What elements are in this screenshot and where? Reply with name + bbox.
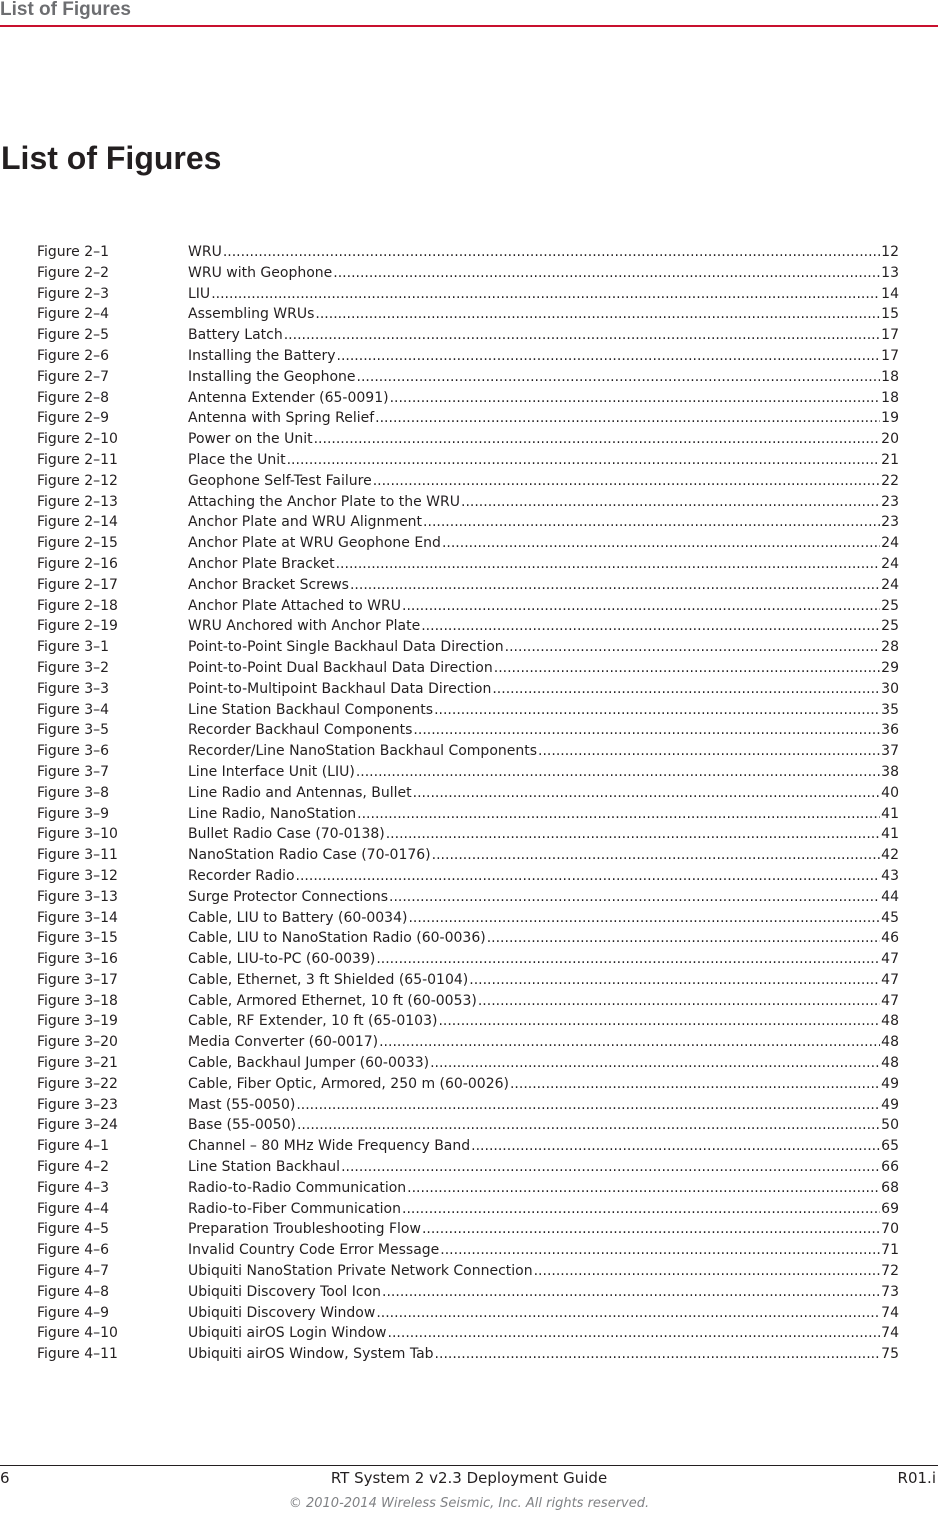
dot-leader [341, 1157, 880, 1178]
figure-title: NanoStation Radio Case (70-0176) [188, 847, 431, 864]
figure-title: Place the Unit [188, 451, 286, 468]
figure-title: Radio-to-Radio Communication [188, 1179, 407, 1196]
dot-leader [223, 242, 880, 263]
figure-number: Figure 2–12 [37, 472, 118, 489]
page-reference: 49 [881, 1075, 899, 1092]
toc-entry[interactable] [37, 970, 899, 991]
toc-entry[interactable] [37, 679, 899, 700]
toc-entry[interactable] [37, 887, 899, 908]
toc-entry[interactable] [37, 949, 899, 970]
toc-entry[interactable] [37, 533, 899, 554]
toc-entry[interactable] [37, 1032, 899, 1053]
toc-entry[interactable] [37, 1240, 899, 1261]
page-reference: 74 [881, 1304, 899, 1321]
dot-leader [375, 408, 880, 429]
toc-entry[interactable] [37, 1282, 899, 1303]
figure-number: Figure 2–19 [37, 618, 118, 635]
figure-number: Figure 4–11 [37, 1346, 118, 1363]
figure-number: Figure 3–13 [37, 888, 118, 905]
page-reference: 75 [881, 1346, 899, 1363]
dot-leader [402, 596, 880, 617]
dot-leader [461, 492, 880, 513]
toc-entry[interactable] [37, 991, 899, 1012]
dot-leader [357, 804, 880, 825]
page-reference: 14 [881, 285, 899, 302]
figure-title: Radio-to-Fiber Communication [188, 1200, 401, 1217]
figure-number: Figure 2–7 [37, 368, 110, 385]
page-reference: 68 [881, 1179, 899, 1196]
toc-entry[interactable] [37, 1095, 899, 1116]
figure-title: WRU Anchored with Anchor Plate [188, 618, 421, 635]
figure-number: Figure 3–17 [37, 971, 118, 988]
dot-leader [350, 575, 880, 596]
figure-number: Figure 3–5 [37, 722, 110, 739]
page-reference: 15 [881, 306, 899, 323]
figure-title: Power on the Unit [188, 431, 313, 448]
page-reference: 29 [881, 659, 899, 676]
dot-leader [297, 1115, 880, 1136]
figure-number: Figure 3–12 [37, 867, 118, 884]
page-reference: 46 [881, 930, 899, 947]
figure-number: Figure 4–5 [37, 1221, 110, 1238]
figure-number: Figure 3–10 [37, 826, 118, 843]
page-reference: 41 [881, 826, 899, 843]
figure-number: Figure 3–23 [37, 1096, 118, 1113]
page-reference: 19 [881, 410, 899, 427]
figure-title: Installing the Geophone [188, 368, 356, 385]
toc-entry[interactable] [37, 1157, 899, 1178]
figure-number: Figure 2–13 [37, 493, 118, 510]
page-reference: 24 [881, 535, 899, 552]
figure-number: Figure 4–9 [37, 1304, 110, 1321]
page-reference: 20 [881, 431, 899, 448]
page-reference: 17 [881, 327, 899, 344]
toc-entry[interactable] [37, 1261, 899, 1282]
dot-leader [356, 762, 880, 783]
figure-title: LIU [188, 285, 211, 302]
figure-number: Figure 3–4 [37, 701, 110, 718]
page-reference: 35 [881, 701, 899, 718]
toc-entry[interactable] [37, 263, 899, 284]
figure-title: Point-to-Point Single Backhaul Data Direction [188, 639, 504, 656]
toc-entry[interactable] [37, 783, 899, 804]
dot-leader [421, 616, 880, 637]
figure-title: WRU [188, 244, 222, 260]
figure-title: Recorder Backhaul Components [188, 722, 413, 739]
figure-number: Figure 2–8 [37, 389, 110, 406]
toc-entry[interactable] [37, 429, 899, 450]
dot-leader [423, 512, 880, 533]
figure-title: Cable, Backhaul Jumper (60-0033) [188, 1055, 430, 1072]
figure-title: Mast (55-0050) [188, 1096, 296, 1113]
toc-entry[interactable] [37, 1344, 899, 1365]
figure-number: Figure 2–18 [37, 597, 118, 614]
toc-entry[interactable] [37, 1178, 899, 1199]
figure-title: Cable, LIU to Battery (60-0034) [188, 909, 408, 926]
dot-leader [442, 533, 880, 554]
figure-number: Figure 2–11 [37, 451, 118, 468]
figure-number: Figure 3–24 [37, 1117, 118, 1134]
dot-leader [284, 325, 880, 346]
dot-leader [408, 908, 880, 929]
dot-leader [492, 679, 880, 700]
figure-title: Anchor Bracket Screws [188, 576, 349, 593]
figure-title: Preparation Troubleshooting Flow [188, 1221, 421, 1238]
dot-leader [376, 1303, 880, 1324]
page-reference: 50 [881, 1117, 899, 1134]
toc-entry[interactable] [37, 1074, 899, 1095]
page-reference: 41 [881, 805, 899, 822]
toc-entry[interactable] [37, 575, 899, 596]
dot-leader [336, 554, 880, 575]
figure-number: Figure 3–14 [37, 909, 118, 926]
dot-leader [430, 1053, 880, 1074]
page-reference: 36 [881, 722, 899, 739]
page-reference: 18 [881, 389, 899, 406]
figure-title: Line Station Backhaul [188, 1159, 341, 1176]
dot-leader [287, 450, 880, 471]
page-reference: 28 [881, 639, 899, 656]
toc-entry[interactable] [37, 1199, 899, 1220]
figure-title: Antenna with Spring Relief [188, 410, 375, 427]
page-reference: 23 [881, 493, 899, 510]
page-reference: 48 [881, 1055, 899, 1072]
toc-entry[interactable] [37, 866, 899, 887]
figure-title: Media Converter (60-0017) [188, 1034, 379, 1051]
toc-entry[interactable] [37, 804, 899, 825]
figure-number: Figure 3–11 [37, 847, 118, 864]
dot-leader [379, 1032, 880, 1053]
dot-leader [432, 845, 880, 866]
figure-title: Recorder/Line NanoStation Backhaul Components [188, 743, 538, 760]
figure-number: Figure 3–16 [37, 951, 118, 968]
figure-title: Recorder Radio [188, 867, 295, 884]
figure-number: Figure 3–9 [37, 805, 110, 822]
page-reference: 25 [881, 618, 899, 635]
copyright: © 2010-2014 Wireless Seismic, Inc. All rights reserved. [288, 1496, 650, 1511]
figure-number: Figure 2–15 [37, 535, 118, 552]
toc-entry[interactable] [37, 824, 899, 845]
figure-title: WRU with Geophone [188, 264, 333, 281]
dot-leader [438, 1011, 880, 1032]
page-reference: 40 [881, 784, 899, 801]
figure-number: Figure 3–21 [37, 1055, 118, 1072]
page-reference: 38 [881, 763, 899, 780]
figure-number: Figure 3–22 [37, 1075, 118, 1092]
figure-title: Antenna Extender (65-0091) [188, 389, 389, 406]
figure-title: Assembling WRUs [188, 306, 315, 323]
toc-entry[interactable] [37, 388, 899, 409]
page-number: 6 [0, 1469, 10, 1487]
toc-entry[interactable] [37, 908, 899, 929]
figure-title: Invalid Country Code Error Message [188, 1242, 440, 1259]
figure-number: Figure 3–8 [37, 784, 110, 801]
page-reference: 47 [881, 951, 899, 968]
figure-number: Figure 3–7 [37, 763, 110, 780]
figure-title: Line Station Backhaul Components [188, 701, 434, 718]
figure-number: Figure 3–1 [37, 639, 110, 656]
page-reference: 17 [881, 347, 899, 364]
page-reference: 70 [881, 1221, 899, 1238]
figure-number: Figure 3–15 [37, 930, 118, 947]
figure-title: Base (55-0050) [188, 1117, 296, 1134]
dot-leader [538, 741, 880, 762]
figure-number: Figure 3–20 [37, 1034, 118, 1051]
page-reference: 23 [881, 514, 899, 531]
figure-number: Figure 4–8 [37, 1283, 110, 1300]
dot-leader [494, 658, 880, 679]
page-reference: 48 [881, 1034, 899, 1051]
toc-entry[interactable] [37, 637, 899, 658]
figure-title: Ubiquiti airOS Login Window [188, 1325, 387, 1342]
dot-leader [357, 367, 880, 388]
figure-title: Cable, Fiber Optic, Armored, 250 m (60-0026) [188, 1075, 509, 1092]
figure-number: Figure 2–14 [37, 514, 118, 531]
figure-title: Anchor Plate Bracket [188, 555, 335, 572]
dot-leader [422, 1219, 880, 1240]
dot-leader [505, 637, 880, 658]
toc-entry[interactable] [37, 325, 899, 346]
figure-title: Line Radio, NanoStation [188, 805, 357, 822]
figure-title: Ubiquiti Discovery Tool Icon [188, 1283, 382, 1300]
figure-title: Ubiquiti airOS Window, System Tab [188, 1346, 434, 1363]
toc-entry[interactable] [37, 616, 899, 637]
toc-entry[interactable] [37, 596, 899, 617]
figure-number: Figure 2–16 [37, 555, 118, 572]
figure-number: Figure 2–9 [37, 410, 110, 427]
toc-entry[interactable] [37, 492, 899, 513]
figure-title: Anchor Plate and WRU Alignment [188, 514, 423, 531]
header-rule [0, 25, 938, 27]
figure-number: Figure 2–4 [37, 306, 110, 323]
revision: R01.i [897, 1469, 936, 1487]
dot-leader [337, 346, 881, 367]
toc-entry[interactable] [37, 450, 899, 471]
page-reference: 47 [881, 971, 899, 988]
dot-leader [471, 1136, 880, 1157]
toc-entry[interactable] [37, 1136, 899, 1157]
figure-title: Bullet Radio Case (70-0138) [188, 826, 385, 843]
page-reference: 69 [881, 1200, 899, 1217]
page-reference: 24 [881, 576, 899, 593]
toc-entry[interactable] [37, 1323, 899, 1344]
footer [0, 1467, 938, 1489]
toc-entry[interactable] [37, 928, 899, 949]
figure-number: Figure 4–4 [37, 1200, 110, 1217]
toc-entry[interactable] [37, 1011, 899, 1032]
dot-leader [296, 1095, 880, 1116]
toc-entry[interactable] [37, 1219, 899, 1240]
page-reference: 66 [881, 1159, 899, 1176]
dot-leader [382, 1282, 880, 1303]
figure-number: Figure 3–18 [37, 992, 118, 1009]
toc-entry[interactable] [37, 408, 899, 429]
toc-entry[interactable] [37, 845, 899, 866]
toc-entry[interactable] [37, 1053, 899, 1074]
toc-entry[interactable] [37, 1115, 899, 1136]
figure-title: Cable, Ethernet, 3 ft Shielded (65-0104) [188, 971, 469, 988]
figure-number: Figure 2–3 [37, 285, 110, 302]
dot-leader [434, 700, 880, 721]
figure-number: Figure 4–6 [37, 1242, 110, 1259]
toc-entry[interactable] [37, 242, 899, 263]
dot-leader [435, 1344, 880, 1365]
figure-title: Anchor Plate Attached to WRU [188, 597, 401, 614]
page-reference: 30 [881, 680, 899, 697]
figure-title: Line Radio and Antennas, Bullet [188, 784, 412, 801]
dot-leader [333, 263, 880, 284]
page-reference: 73 [881, 1283, 899, 1300]
footer-rule [0, 1465, 938, 1466]
page-reference: 37 [881, 743, 899, 760]
page-reference: 74 [881, 1325, 899, 1342]
figure-title: Attaching the Anchor Plate to the WRU [188, 493, 460, 510]
page-reference: 13 [881, 264, 899, 281]
toc-entry[interactable] [37, 700, 899, 721]
running-header: List of Figures [0, 0, 131, 20]
toc-entry[interactable] [37, 284, 899, 305]
page-reference: 24 [881, 555, 899, 572]
guide-title: RT System 2 v2.3 Deployment Guide [330, 1469, 608, 1487]
figure-number: Figure 3–6 [37, 743, 110, 760]
dot-leader [413, 783, 880, 804]
figure-number: Figure 2–17 [37, 576, 118, 593]
figure-title: Cable, LIU to NanoStation Radio (60-0036) [188, 930, 486, 947]
figure-title: Point-to-Multipoint Backhaul Data Direction [188, 680, 492, 697]
dot-leader [386, 824, 880, 845]
figure-number: Figure 4–1 [37, 1138, 110, 1155]
page-title: List of Figures [1, 140, 222, 176]
page-reference: 72 [881, 1263, 899, 1280]
dot-leader [407, 1178, 880, 1199]
dot-leader [373, 471, 880, 492]
figure-number: Figure 3–2 [37, 659, 110, 676]
page-reference: 21 [881, 451, 899, 468]
toc-entry[interactable] [37, 512, 899, 533]
figure-number: Figure 4–7 [37, 1263, 110, 1280]
figure-title: Installing the Battery [188, 347, 336, 364]
page-reference: 71 [881, 1242, 899, 1259]
page-reference: 47 [881, 992, 899, 1009]
figure-number: Figure 2–1 [37, 244, 110, 260]
toc-entry[interactable] [37, 1303, 899, 1324]
figure-number: Figure 4–10 [37, 1325, 118, 1342]
toc-entry[interactable] [37, 471, 899, 492]
figure-title: Cable, LIU-to-PC (60-0039) [188, 951, 376, 968]
dot-leader [389, 887, 880, 908]
figure-title: Ubiquiti Discovery Window [188, 1304, 376, 1321]
page-reference: 65 [881, 1138, 899, 1155]
figure-title: Line Interface Unit (LIU) [188, 763, 355, 780]
figure-title: Cable, Armored Ethernet, 10 ft (60-0053) [188, 992, 477, 1009]
dot-leader [315, 304, 880, 325]
toc-entry[interactable] [37, 367, 899, 388]
figure-number: Figure 3–3 [37, 680, 110, 697]
dot-leader [478, 991, 880, 1012]
figure-number: Figure 4–3 [37, 1179, 110, 1196]
toc-entry[interactable] [37, 658, 899, 679]
dot-leader [440, 1240, 880, 1261]
toc-entry[interactable] [37, 762, 899, 783]
dot-leader [469, 970, 880, 991]
figure-number: Figure 2–5 [37, 327, 110, 344]
figure-list [37, 242, 899, 1365]
dot-leader [376, 949, 880, 970]
page-reference: 12 [881, 244, 899, 260]
figure-title: Geophone Self-Test Failure [188, 472, 372, 489]
toc-entry[interactable] [37, 554, 899, 575]
page-reference: 48 [881, 1013, 899, 1030]
figure-number: Figure 3–19 [37, 1013, 118, 1030]
page-reference: 49 [881, 1096, 899, 1113]
dot-leader [296, 866, 880, 887]
dot-leader [211, 284, 880, 305]
dot-leader [510, 1074, 880, 1095]
figure-number: Figure 4–2 [37, 1159, 110, 1176]
toc-entry[interactable] [37, 346, 899, 367]
page-reference: 44 [881, 888, 899, 905]
page-reference: 22 [881, 472, 899, 489]
figure-title: Cable, RF Extender, 10 ft (65-0103) [188, 1013, 438, 1030]
toc-entry[interactable] [37, 720, 899, 741]
dot-leader [388, 1323, 880, 1344]
figure-number: Figure 2–6 [37, 347, 110, 364]
figure-number: Figure 2–10 [37, 431, 118, 448]
figure-title: Point-to-Point Dual Backhaul Data Direction [188, 659, 493, 676]
figure-title: Battery Latch [188, 327, 283, 344]
toc-entry[interactable] [37, 741, 899, 762]
dot-leader [534, 1261, 880, 1282]
dot-leader [390, 388, 880, 409]
figure-title: Surge Protector Connections [188, 888, 388, 905]
figure-number: Figure 2–2 [37, 264, 110, 281]
page-reference: 42 [881, 847, 899, 864]
page-reference: 45 [881, 909, 899, 926]
dot-leader [402, 1199, 880, 1220]
page-reference: 25 [881, 597, 899, 614]
dot-leader [413, 720, 880, 741]
figure-title: Ubiquiti NanoStation Private Network Connection [188, 1263, 533, 1280]
page-reference: 18 [881, 368, 899, 385]
figure-title: Anchor Plate at WRU Geophone End [188, 535, 441, 552]
dot-leader [487, 928, 880, 949]
dot-leader [314, 429, 880, 450]
figure-title: Channel – 80 MHz Wide Frequency Band [188, 1138, 471, 1155]
toc-entry[interactable] [37, 304, 899, 325]
page-reference: 43 [881, 867, 899, 884]
